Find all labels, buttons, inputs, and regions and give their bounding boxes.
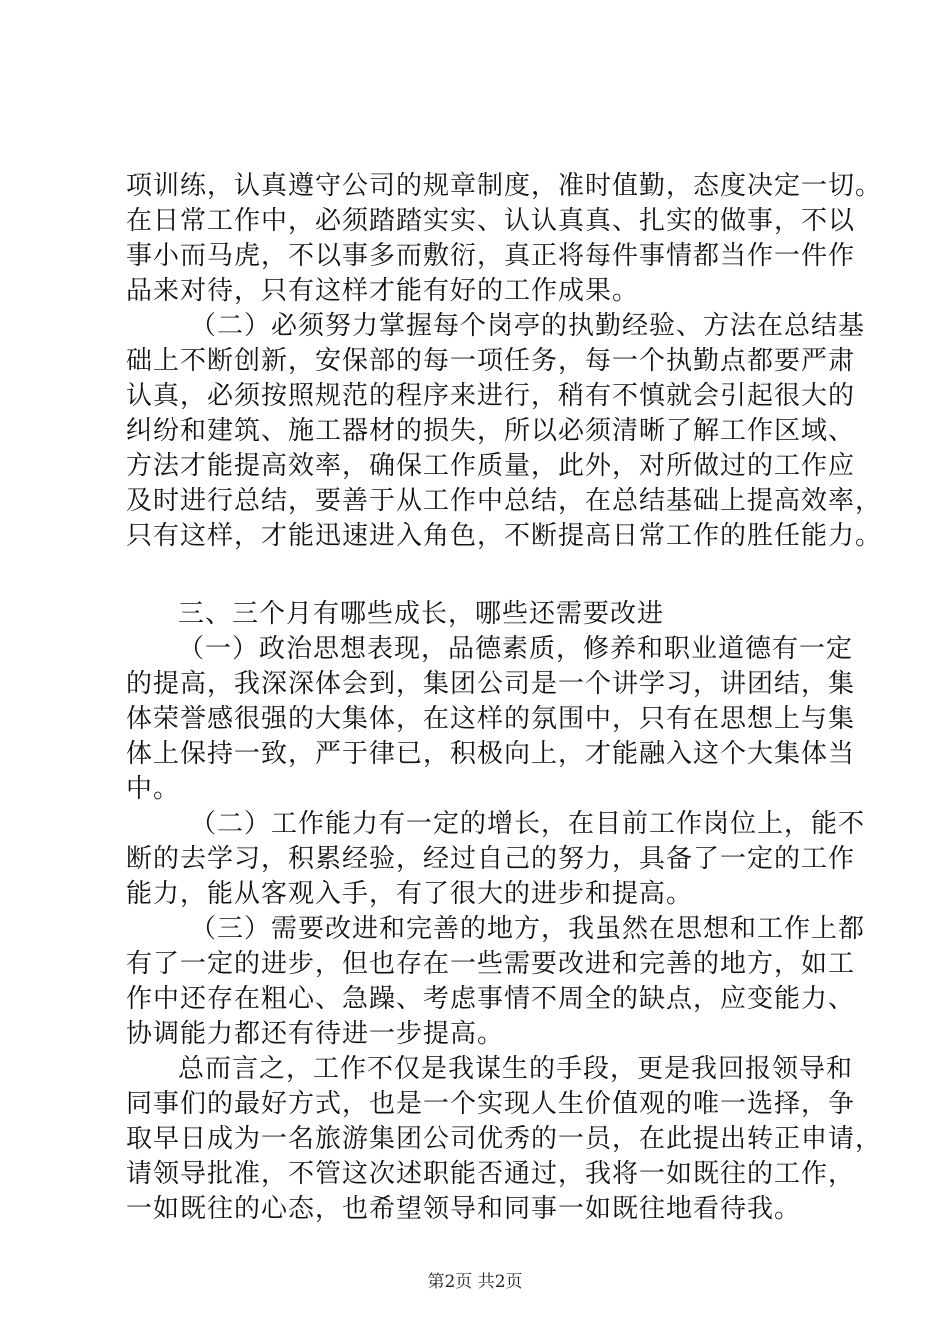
body-text-line: 体上保持一致，严于律已，积极向上，才能融入这个大集体当 [126,739,856,769]
body-text-line: 体荣誉感很强的大集体，在这样的氛围中，只有在思想上与集 [126,704,856,734]
paragraph-heading-line: （三）需要改进和完善的地方，我虽然在思想和工作上都 [190,914,866,944]
body-text-line: 能力，能从客观入手，有了很大的进步和提高。 [126,879,694,909]
section-heading: 三、三个月有哪些成长，哪些还需要改进 [178,599,665,629]
body-text-line: 在日常工作中，必须踏踏实实、认认真真、扎实的做事，不以 [126,206,856,236]
body-text-line: 同事们的最好方式，也是一个实现人生价值观的唯一选择，争 [126,1089,856,1119]
body-text-line: 只有这样，才能迅速进入角色，不断提高日常工作的胜任能力。 [126,521,883,551]
body-text-line: 一如既往的心态，也希望领导和同事一如既往地看待我。 [126,1194,802,1224]
body-text-line: 的提高，我深深体会到，集团公司是一个讲学习，讲团结，集 [126,669,856,699]
body-text-line: 方法才能提高效率，确保工作质量，此外，对所做过的工作应 [126,451,856,481]
body-text-line: 有了一定的进步，但也存在一些需要改进和完善的地方，如工 [126,949,856,979]
paragraph-heading-line: （二）工作能力有一定的增长，在目前工作岗位上，能不 [190,809,866,839]
body-text-line: 断的去学习，积累经验，经过自己的努力，具备了一定的工作 [126,844,856,874]
body-text-line: 事小而马虎，不以事多而敷衍，真正将每件事情都当作一件作 [126,241,856,271]
body-text-line: 作中还存在粗心、急躁、考虑事情不周全的缺点，应变能力、 [126,984,856,1014]
page-number-footer: 第2页 共2页 [427,1272,523,1292]
body-text-line: 纠纷和建筑、施工器材的损失，所以必须清晰了解工作区域、 [126,416,856,446]
body-text-line: 及时进行总结，要善于从工作中总结，在总结基础上提高效率， [126,486,883,516]
body-text-line: 请领导批准，不管这次述职能否通过，我将一如既往的工作， [126,1159,856,1189]
paragraph-heading-line: （二）必须努力掌握每个岗亭的执勤经验、方法在总结基 [190,311,866,341]
body-text-line: 协调能力都还有待进一步提高。 [126,1019,505,1049]
body-text-line: 础上不断创新，安保部的每一项任务，每一个执勤点都要严肃 [126,346,856,376]
body-text-line: 品来对待，只有这样才能有好的工作成果。 [126,276,640,306]
body-text-line: 认真，必须按照规范的程序来进行，稍有不慎就会引起很大的 [126,381,856,411]
body-text-line: 项训练，认真遵守公司的规章制度，准时值勤，态度决定一切。 [126,171,883,201]
paragraph-first-line: 总而言之，工作不仅是我谋生的手段，更是我回报领导和 [178,1054,854,1084]
body-text-line: 取早日成为一名旅游集团公司优秀的一员，在此提出转正申请， [126,1124,883,1154]
body-text-line: 中。 [126,774,181,804]
paragraph-heading-line: （一）政治思想表现，品德素质，修养和职业道德有一定 [178,634,854,664]
